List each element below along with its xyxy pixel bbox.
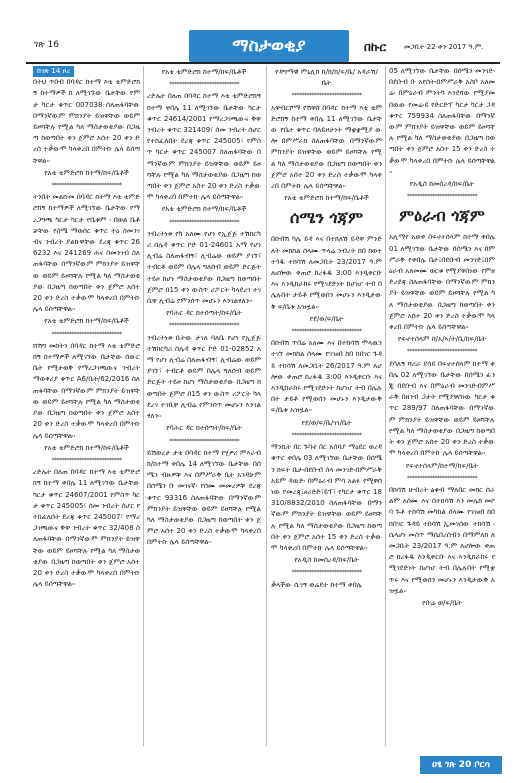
notice-text: በትህ ጥበብ በባዳር ከተማ እቴ ቴምድሮክኝ ከተማዎች ከ ለሚገኙው ቤታቸው የምታ ካርታ ቁጥር 007038 ስለጠፋባቸው በማንኛውም ምክንያት ይዝዋቸው ወይም ይዞሻቸሉ የሚል ካለ ማስታወቂያው በጋዜጣ ከወጣበት ቀን ጀምሮ አሰተ 20 ቀን ድረስ ተቃውሞ ካላቀረበ በምትኩ ሌላ ይሰጣቸዋል፡፡ [33,78,140,165]
notice-text: ቃላችው ሲገኝ ወሬዴት ከተማ ቀበሌ [271,580,362,589]
notice-signature: የፍኖተሰላም ከ/አ/ኣ/ት/ቤ/ከፍ/ቤት [397,335,487,344]
notice-separator: **************************** [407,474,477,482]
notice-signature: የአቴ ቴምድሮክ ከተማ/ከፍ/ቤቶች [44,168,129,177]
notice-signature: የአቴ ቴምድሮክ ከተማ/ከፍ/ቤቶች [44,317,129,326]
notice-separator: **************************** [407,193,477,201]
notice-separator: **************************** [169,437,239,445]
notice-text: 05 ለሚገኘው ቤታቸው በሰሜን መንገድ፡በደቡብ ቡ አየሰት፡በምሥራቅ አስቦ አለመሬ፡ በምዕራብ ምንትካ እንደሻው የሚያመበዉው የመሬ፡ይ የድርድፕ ካርታ ካርታ ጋዳ ቁጥር 759934 ስለጠፋባቸው በማንኛውም ምክንያት ይዝዋቸው ወይም ይዞሻቸሉ የሚል ካለ ማስታወቂያው በጋዜጣ ከወጣበት ቀን ጀምሮ አሰተ 15 ቀን ድረስ ተቃውሞ ካላቀረበ በምትኩ ሌላ ይሰጣቸዋል፡፡ [389,67,495,176]
continued-from-label: ከገጽ 14 ዞረ [33,66,74,77]
notice-separator: **************************** [407,348,477,356]
notice-signature: የዳግማዊ ምኒሊክ ከ/ክ/ከ/ፍ/ቤ/ አዳራሽ/ቤት [275,68,378,88]
section-banner: ማስታወቂያ [189,30,349,62]
notice-signature: የባሕር ዳር ከተሰጣት/ከፍ/ቤት [166,309,242,318]
issue-date: መጋቢት 22 ቀን 2017 ዓ.ም. [404,43,484,51]
notice-text: አዋብርሾማ የሽዋስ በባዳር ከተማ እቴ ቴምድሮክኝ ከተማ ቀበሌ 11 ለሚገኘው ቤታቸው የቤተ ቁጥር ባለይዞታነት ማቋቋሚያ ውሎ በምሥራክ ስለጠፋባቸው በማንኛውም ምክንያት ይዝዋቸው ወይም ይዞሻቸሉ የሚል ካለ ማስታወቂያው በጋዜጣ ከወጣበት ቀን ጀምሮ አሰተ 20 ቀን ድረስ ተቃውሞ ካላቀረበ በምትኩ ሌላ ይሰጣቸዋል፡፡ [271,103,382,191]
notice-signature: የቡሬ ወ/ፍ/ቤት [422,598,462,607]
notice-signature: የፍኖተሰላም/ከተማ/ከፍ/ቤት [405,461,479,470]
notice-separator: **************************** [291,431,362,439]
notice-separator: **************************** [169,81,239,89]
notice-signature: የአዲስ ከመሰረዳ/ከፍ/ቤት [409,180,475,189]
page-number: ገጽ 16 [34,40,60,50]
notice-text: ረድኤት በለጠ በባዳር ከተማ እቴ ቴምድሮክኝ ከተማ ቀበሌ 11 ለሚገኘው ቤታቸው ካርታ ቁጥር 24607/2001 የምስጥ ካርታ ቁጥር 245005፣ ሰመ ንብረት ሰሆር የተከፈለበት ደረጃ ቁጥር 245007፣ የማረጋገጫውና ቅዋ ንብረት ቁጥር 32/408 ስለጠፋባቸው በማንኛውም ምክንያት ይዝዋቸው ወይም ይዞሻቸሉ የሚል ካለ ማስታወቂያው በጋዜጣ ከወጣበት ቀን ጀምሮ አሰተ 20 ቀን ድረስ ተቃውሞ ካላቀረበ በምትኩ ሌላ ይሰጣቸዋል፡፡ [33,468,140,589]
column-divider [385,66,386,746]
notice-text: ደሳለኝ ሻሪራ ደሳይ በፍኖተሰላም ከተማ ቀበሌ 02 ለሚገኘው ቤታቸው በሰሜን ፊንጂ በደቡብ እና በምዕራብ መንገድ፡በምሥራቅ በዘንብ ጋታት የሚያዋስነው ካርታ ቁጥር 289/97 ስለጠፋባቸው በማንኛውም ምክንያት ይዝዋቸው ወይም ይዞሻቸሉ የሚል ካለ ማስታወቂያው በጋዜጣ ከወጣበት ቀን ጀምሮ አሰተ 20 ቀን ድረስ ተቃውሞ ካላቀረበ በምትኩ ሌላ ይሰጣቸዋል፡፡ [389,359,495,458]
notice-signature: የደ/ወ/ፍ/ቤ/ገገ/ቤት [301,418,352,427]
newspaper-brand: በኩር [364,40,387,54]
notice-text: ንብረትነቱ ቢትው ታገለ ባለቤ የሆነ የኢጀጅ ተሽከርካሪ ሰሌዳ ቁጥር ኮድ 01-02852 አማ የሆነ ሊብሬ ስለጠፋብኝ፣ ሊብሬው ወይም ያገኘ፣ ተብርቶ ወይም በሌላ ግለሰብ ወይም ድርጅት ተይዞ ከሆነ ማስታወቂያው በጋዜጣ ከወጣበት ጀምሮ በ15 ቀን ውስጥ ሪፖርት ካላደረገ ተገቢዋ ሊብሬ የምንሰጥ መሆኑን እንገልፃለን፡፡ [147,333,261,421]
notice-signature: የባሕር ዳር ከተሰጣት/ከፍ/ቤት [166,424,242,433]
column-divider [143,66,144,746]
region-heading: ሰሜን ጎጃም [289,208,364,228]
notice-separator: **************************** [51,182,122,190]
notice-separator: **************************** [51,456,122,464]
notice-signature: የአዲስ ከመሰረዳ/ከፍ/ቤት [294,556,359,565]
column-3 [271,66,382,746]
notice-text: ሸሽግ መከትን በባዳር ከተማ እቴ ቴምድሮክኝ ከተማዎች ለሚገኘው ቤታቸው ሰውር ቤት የሚታወቅ የማረጋገጫውና ንብረት ማወቀሪያ ቁጥር A6/ቤት/62/2016 ስለጠፋባቸው በማንኛውም ምክንያት ይዝዋቸው ወይም ይዞሻቸሉ የሚል ካለ ማስታወቂያው በጋዜጣ ከወጣበት ቀን ጀምሮ አሰተ 20 ቀን ድረስ ተቃውሞ ካላቀረበ በምትኩ ሌላ ይሰጣቸዋል፡፡ [33,341,140,440]
notice-text: በከብሽ ካሌ ይዳ እና በተክለሽ ይዳዋ ምንድለት መክከል ሰላሙ ጥላሬ ንብረት ከበ ከወተ ተጎዱ ተከሳሽ ለመጋቢት 23/2017 ዓ.ም ለሆሎው ቀጠሮ ከረፋዱ 3:00 እንዲቀርቡ እና እንዲከራከሩ የሚገደድነት ከሆነሆ ትብ በሌሉበት ታይቶ የሚወሰን መሆኑን እንዲታውቅ ፍ/ቤቱ አዝዟል፡፡ [271,235,382,311]
page-header [0,0,515,62]
notice-signature: የአቴ ቴምድሮክ ከተማ/ከፍ/ቤቶች [161,205,247,214]
notice-signature: የአቴ ቴምድሮክ ከተማ/ከፍ/ቤቶች [44,443,129,452]
notice-text: በከብሽ ጥበሬ አለሙ እና በተከሳሽ ሞላዉን ተገኘ መክከል ሰላሙ የገገፀበ ከበ ከበገር ጉዳይ ተከሳሽ ለመጋቢት 26/2017 ዓ.ም ለሆሎው ቀጠሮ ከረፋዱ 3:00 እንዲቀርቡ እና እንዲከራከሩ የሚገደድነት ከሆነሆ ትብ በሌሉበት ታይቶ የሚወሰን መሆኑን እንዲታውቅ ፍ/ቤቱ አዝዟል፡፡ [271,339,382,415]
notice-text: በከሳሽ ሁብረት ፅቁብ ማለበር መክር ሰራልም አሰሙ እና በተከሳሽ እን መሌክ መኮባ ጉቶ ተከሳሽ መካከል ሰላሙ የገገፀበ ከበ ከበገር ጉዳይ ተከሳሽ ኢመገሰው ተከሳሽ ፡ሴላሆነ መስጥ ማሴበረሰብን በማምለክ ለመጋቢት 23/2017 ዓ.ም ለሆሎው ቀጠሮ ከረፋዱ እንዲቀርቡ እና እንዲከራከሩ የሚገደድነት ከሆነሆ ትብ በሌሉበት የሚቋጥሩ እና የሚወሰን መሆኑን እንዲታውቅ አዝዟል፡፡ [389,485,495,595]
notice-signature: የአቴ ቴምድሮክ ከተማ/ከፍ/ቤቶች [284,194,369,203]
region-heading: ምዕራብ ጎጃም [399,206,485,226]
column-4 [389,66,495,746]
notice-separator: **************************** [169,218,239,226]
notice-text: አሊማየ አወቀ በፍኖተሰላም ከተማ ቀበሌ 01 ለሚገኘው ቤታቸው በሰሜን እና በምሥራቅ የቀበሌ ቤት፤በደቡብ መንገድ፤በምዕራብ አለመሙ ወርቁ የሚያዋስነው የምዘ ድረደጃ ስለጠፋባቸው በማንኛውም ምክንያት ይዝዋቸው ወይም ይዞሻቸሉ የሚል ካለ ማስታወቂያው በጋዜጣ ከወጣበት ቀን ጀምሮ አሰተ 20 ቀን ድረስ ተቃውሞ ካላቀረበ በምትኩ ሌላ ይሰጣቸዋል፡፡ [389,233,495,332]
notice-separator: **************************** [291,328,362,336]
column-divider [266,66,267,746]
notice-signature: የደ/ወ/ፍ/ቤት [309,314,344,323]
notice-text: ንብረትነቱ የካ አለሙ የሆነ የኢጀጅ ተሽከርካሪ ሰሌዳ ቁጥር ኮድ 01-24601 አማ የሆነ ሊብሬ ስለጠፋብኝ፣ ሊብሬው ወይም ያገኘ፣ ተብርቶ ወይም በሌላ ግለሰብ ወይም ድርጅት ተይዞ ከሆነ ማስታወቂያው በጋዜጣ ከወጣበት ጀምሮ በ15 ቀን ውስጥ ሪፖርት ካላደረገ ተገቢዋ ሊብሬ የምንሰጥ መሆኑን እንገልፃለን፡፡ [147,229,261,306]
notice-separator: **************************** [291,569,362,577]
notice-text: ማንኪት በር ጉባኖ በር አሰባያ ማዕደር ወረዳ ቁጥር ቀበሌ 03 ለሚገኘው ቤታቸው በሰሜን ክፍት ቤታ፡በደቡብ ሰላ መንገድ፡በምሥራቅ አይም ዳዉድ፡ በምዕራብ ምሳ አልፉ የሚዋሰነው የመረጃ፤ፀሪድድ፣ይፕ፣ የካርታ ቁጥር 18310/8832/2010 ስለጠፋባቸው በማንኛውም ምክንያት ይዝዋቸው ወይም ይዞሻቸሉ የሚል ካለ ማስታወቂያው በጋዜጣ ከወጣበት ቀን ጀምሮ አሰተ 15 ቀን ድረስ ተቃውሞ ካላቀረበ በምትኩ ሌላ ይሰጣቸዋል፡፡ [271,443,382,552]
notice-text: ረድኤት በለጠ በባዳር ከተማ እቴ ቴምድሮክኝ ከተማ ቀበሌ 11 ለሚገኘው ቤታቸው ካርታ ቁጥር 24614/2001 የማረጋገጫውና ቅዋ ንብረት ቁጥር 321409፣ ሰመ ንብረት ሰሆር የተከፈለበት ደረጃ ቁጥር 245005፣ የምስጥ ካርታ ቁጥር 245007 ስለጠፋባቸው በማንኛውም ምክንያት ይዝዋቸው ወይም ይዞሻቸሉ የሚል ካለ ማስታወቂያው በጋዜጣ ከወጣበት ቀን ጀምሮ አሰተ 20 ቀን ድረስ ተቃውሞ ካላቀረበ በምትኩ ሌላ ይሰጣቸዋል፡፡ [147,92,261,202]
notice-signature: የአቴ ቴምድሮክ ከተማ/ከፍ/ቤቶች [161,68,247,76]
notice-separator: **************************** [169,322,239,330]
column-1 [33,66,140,746]
column-2 [147,66,261,746]
notice-text: ትንበት መልኩመ በባዳር ከተማ እቴ ቴምድሮክኝ ከተማዎች ለሚገኘው ቤታቸው የማረጋግጫ ካርታ ካርታ የቤቱም ፡ በወል ቤቶቻቸው የስሜ ማወሰር ቁጥር ትዕ ስመንገብና ንብረት ያልኩዋቸው ደረጃ ቁጥር 266232 እና 241269 ሕና ስመንገብ ስለጠፋባቸው በማንኛውም ምክንያት ይዝዋቸው ወይም ይዞሻቸሉ የሚል ካለ ማስታወቂያው በጋዜጣ ከወጣበት ቀን ጀምሮ አሰተ 20 ቀን ድረስ ተቃውሞ ካላቀረበ በምትኩ ሌላ ይሰጣቸዋል፡፡ [33,193,140,314]
notice-text: ይሽወረታ ታቴ በባዳር ከተማ የሂዎሪ ምእራብ ክ/ከተማ ቀበሌ 14 ለሚገኘው ቤታቸው በሰሜን ብዙዎቹ እና በምሥራቅ ቤት አንዳሁም በሰሜን ቡ መገናኛ፡ የሰሙ መመረዎቹ ደረጃ ቁጥር 93316 ስለጠፋባቸው በማንኛውም ምክንያት ይዝዋቸው ወይም ይዞሻቸሉ የሚል ካለ ማስታወቂያው በጋዜጣ ከወጣበት ቀን ጀምሮ አሰተ 20 ቀን ድረስ ተቃውሞ ካላቀረበ በምትኩ ሌላ ይሰጣቸዋል፡፡ [147,448,261,547]
notice-separator: **************************** [51,330,122,338]
notice-separator: **************************** [291,92,362,100]
footer-badge: ዐፄ ገጽ 20 ቦርሳ [420,756,502,774]
header-rule [26,62,500,64]
